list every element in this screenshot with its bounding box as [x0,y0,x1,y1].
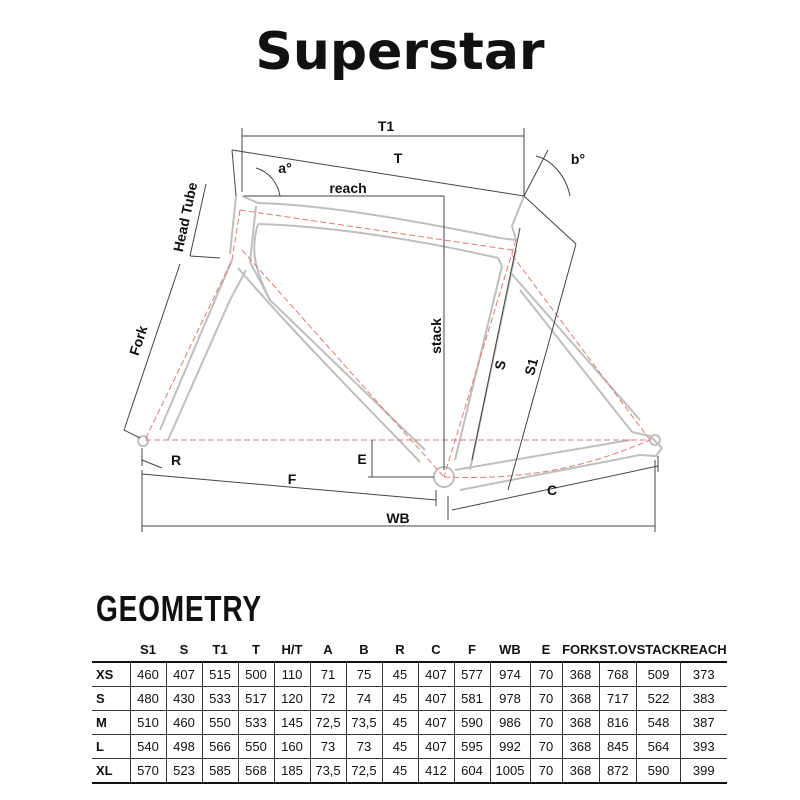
table-cell: 45 [382,687,418,711]
table-cell: 73 [310,735,346,759]
table-cell: 74 [346,687,382,711]
table-cell: 498 [166,735,202,759]
table-cell: 509 [637,662,681,687]
column-header: R [382,638,418,662]
table-cell: 564 [637,735,681,759]
t-label: T [393,150,403,166]
table-cell: 585 [202,759,238,784]
table-cell: 872 [599,759,637,784]
table-cell: 412 [418,759,454,784]
column-header: STACK [637,638,681,662]
table-cell: 480 [130,687,166,711]
table-cell: 73 [346,735,382,759]
column-header: WB [490,638,530,662]
table-cell: 393 [680,735,726,759]
table-cell: 604 [454,759,490,784]
geometry-table [92,638,727,784]
table-cell: 368 [562,759,599,784]
head-tube-label: Head Tube [169,180,201,254]
table-cell: 515 [202,662,238,687]
table-cell: 570 [130,759,166,784]
table-cell: 75 [346,662,382,687]
table-cell: 70 [530,711,562,735]
table-cell: 45 [382,735,418,759]
page-title: Superstar [255,22,545,82]
size-label: M [92,711,130,735]
table-cell: 540 [130,735,166,759]
seat-stay-centerline [512,255,650,440]
table-cell: 568 [238,759,274,784]
b-angle-line [524,150,548,196]
table-cell: 577 [454,662,490,687]
table-cell: 1005 [490,759,530,784]
table-cell: 845 [599,735,637,759]
b-angle-arc [536,156,570,196]
t-dimension [232,150,524,196]
table-cell: 407 [166,662,202,687]
down-tube [254,224,425,450]
table-cell: 110 [274,662,310,687]
table-cell: 399 [680,759,726,784]
table-cell: 73,5 [346,711,382,735]
table-cell: 72,5 [310,711,346,735]
table-cell: 70 [530,662,562,687]
table-cell: 992 [490,735,530,759]
down-tube-lower-edge [238,268,420,462]
table-cell: 523 [166,759,202,784]
table-row [92,759,727,784]
table-row [92,711,727,735]
e-dimension [368,440,434,477]
table-cell: 978 [490,687,530,711]
table-cell: 387 [680,711,726,735]
column-header: T1 [202,638,238,662]
table-cell: 45 [382,711,418,735]
table-cell: 145 [274,711,310,735]
top-tube [242,196,516,240]
b-angle-label: b° [570,151,586,167]
table-cell: 70 [530,759,562,784]
table-cell: 185 [274,759,310,784]
table-cell: 974 [490,662,530,687]
frame-outline [138,196,662,490]
fork-label: Fork [125,323,151,358]
table-cell: 70 [530,735,562,759]
column-header: C [418,638,454,662]
table-cell: 73,5 [310,759,346,784]
s-label: S [491,358,509,372]
table-row [92,687,727,711]
s-dimension [472,228,520,460]
column-header: B [346,638,382,662]
table-cell: 45 [382,662,418,687]
seat-tube [455,250,516,470]
column-header: T [238,638,274,662]
table-cell: 816 [599,711,637,735]
table-cell: 768 [599,662,637,687]
down-tube-centerline [242,250,444,477]
table-cell: 566 [202,735,238,759]
stack-label: stack [428,318,444,354]
table-row [92,735,727,759]
table-row [92,662,727,687]
table-cell: 407 [418,662,454,687]
table-cell: 368 [562,711,599,735]
column-header: F [454,638,490,662]
table-cell: 373 [680,662,726,687]
table-cell: 510 [130,711,166,735]
table-cell: 717 [599,687,637,711]
column-header [92,638,130,662]
table-cell: 45 [382,759,418,784]
column-header: ST.OV [599,638,637,662]
size-label: L [92,735,130,759]
table-cell: 550 [238,735,274,759]
size-label: XS [92,662,130,687]
table-cell: 590 [454,711,490,735]
table-cell: 581 [454,687,490,711]
table-cell: 368 [562,687,599,711]
table-cell: 522 [637,687,681,711]
table-cell: 383 [680,687,726,711]
r-label: R [170,452,182,468]
table-cell: 407 [418,687,454,711]
table-cell: 517 [238,687,274,711]
table-cell: 71 [310,662,346,687]
table-cell: 72 [310,687,346,711]
table-cell: 160 [274,735,310,759]
table-cell: 533 [202,687,238,711]
table-header-row [92,638,727,662]
f-label: F [287,471,297,487]
table-cell: 500 [238,662,274,687]
reach-label: reach [329,180,367,196]
table-cell: 70 [530,687,562,711]
table-cell: 533 [238,711,274,735]
table-cell: 430 [166,687,202,711]
size-label: S [92,687,130,711]
table-cell: 460 [166,711,202,735]
table-cell: 368 [562,735,599,759]
table-cell: 72,5 [346,759,382,784]
column-header: H/T [274,638,310,662]
table-cell: 590 [637,759,681,784]
column-header: FORK [562,638,599,662]
c-label: C [546,482,558,498]
r-dimension [142,448,162,468]
table-cell: 368 [562,662,599,687]
a-angle-label: a° [278,160,292,176]
wb-label: WB [386,510,410,526]
table-cell: 460 [130,662,166,687]
table-cell: 407 [418,711,454,735]
s1-label: S1 [521,356,542,378]
head-tube [230,196,256,262]
table-cell: 120 [274,687,310,711]
table-cell: 550 [202,711,238,735]
t1-label: T1 [377,118,395,134]
a-angle-arc [256,168,280,196]
size-label: XL [92,759,130,784]
table-cell: 548 [637,711,681,735]
table-cell: 986 [490,711,530,735]
table-cell: 407 [418,735,454,759]
table-cell: 595 [454,735,490,759]
fork-blades [160,260,246,440]
dimension-lines [124,128,658,532]
column-header: A [310,638,346,662]
e-label: E [357,451,367,467]
column-header: REACH [680,638,726,662]
table-body [92,662,727,783]
seat-stay [510,272,640,432]
column-header: E [530,638,562,662]
s1-dimension [508,196,576,490]
column-header: S [166,638,202,662]
geometry-heading: GEOMETRY [96,588,262,629]
seat-post [512,196,524,240]
column-header: S1 [130,638,166,662]
